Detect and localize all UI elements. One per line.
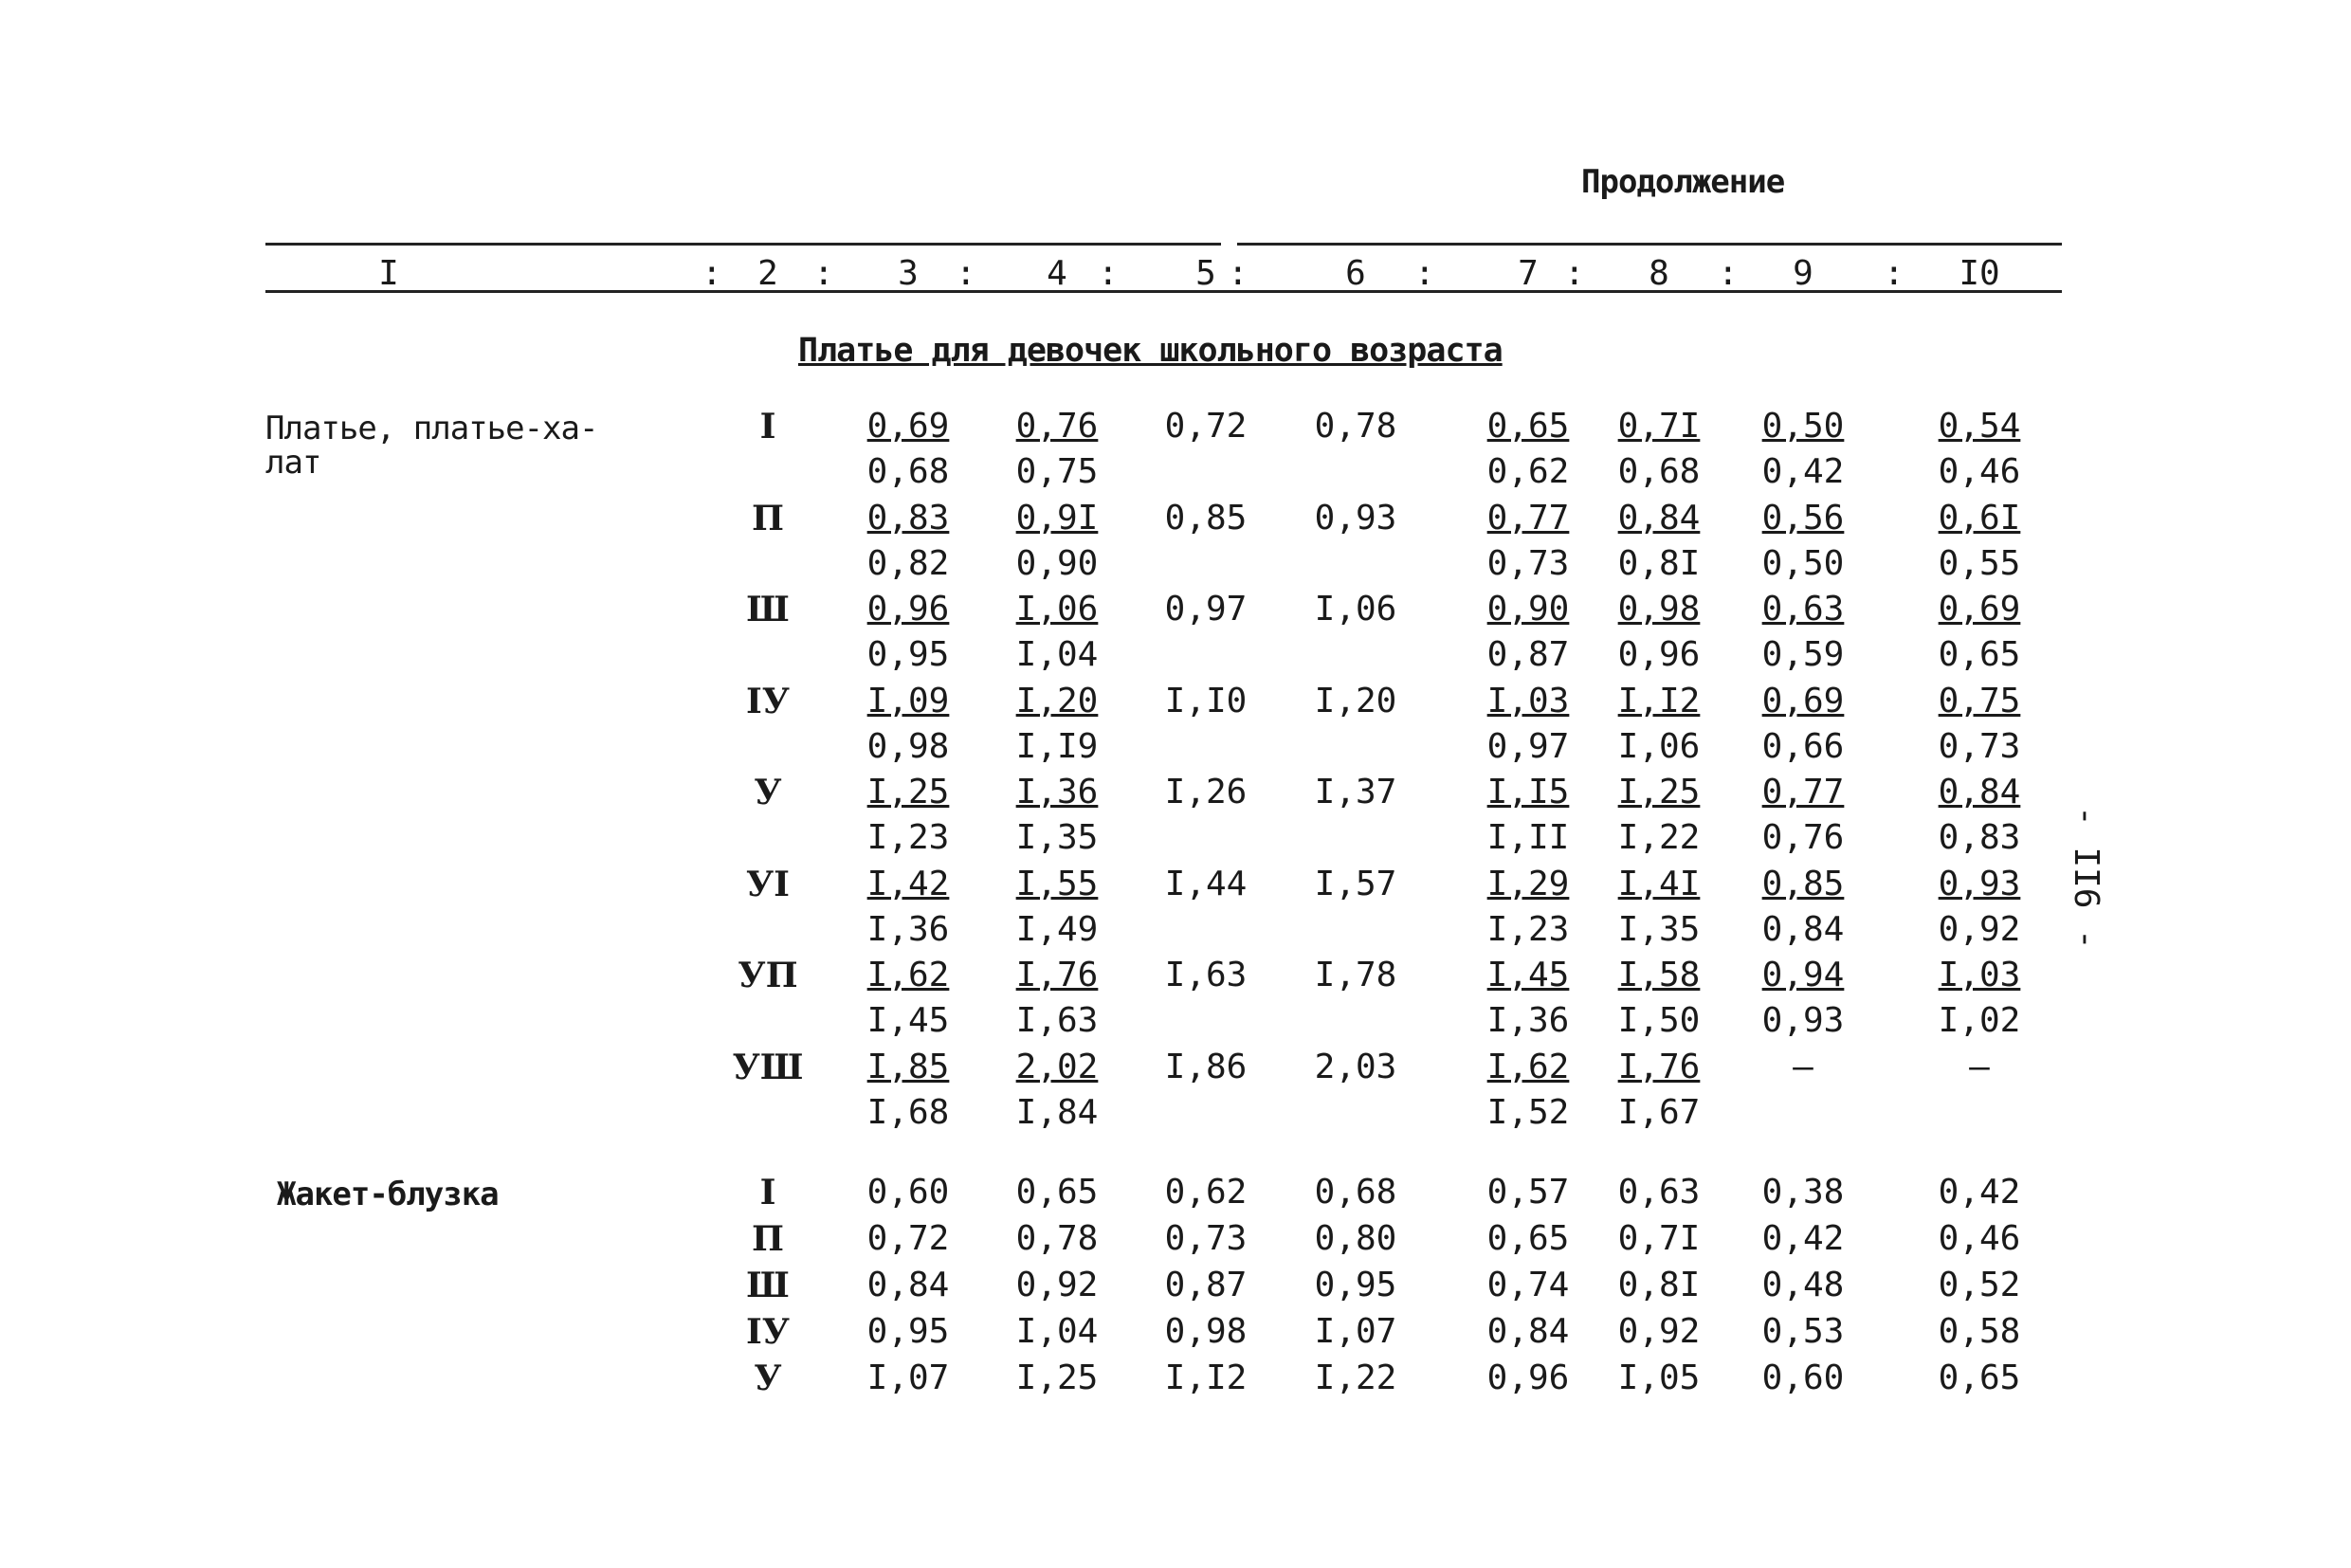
value-cell-bottom: 0,59 xyxy=(1761,635,1845,674)
value-cell: I,I2 xyxy=(1164,1358,1248,1397)
value-cell: 0,95 xyxy=(1314,1266,1397,1304)
value-cell-top: 0,84 xyxy=(1617,498,1701,538)
value-cell-bottom: 0,90 xyxy=(1015,543,1099,583)
value-cell-top: 0,9I xyxy=(1015,498,1099,538)
value-cell: 2,03 xyxy=(1314,1047,1397,1086)
value-cell: I,26 xyxy=(1164,773,1248,811)
value-cell-top: I,36 xyxy=(1015,773,1099,811)
group-label-dress xyxy=(265,411,626,480)
value-cell-top: 0,69 xyxy=(1761,681,1845,720)
value-cell: 0,60 xyxy=(866,1173,950,1212)
column-header-1: I xyxy=(378,254,399,293)
value-cell-top: I,76 xyxy=(1015,956,1099,994)
value-cell-bottom: 0,82 xyxy=(866,543,950,583)
value-cell-top: 0,75 xyxy=(1938,681,2021,720)
value-cell-bottom: 0,95 xyxy=(866,635,950,674)
value-cell-bottom: I,49 xyxy=(1015,909,1099,949)
column-separator: : xyxy=(1228,254,1248,293)
value-cell-bottom: 0,42 xyxy=(1761,452,1845,491)
value-cell: I,37 xyxy=(1314,773,1397,811)
column-header-2: 2 xyxy=(757,254,778,293)
value-cell-top: 0,54 xyxy=(1938,407,2021,446)
column-separator: : xyxy=(1718,254,1739,293)
value-cell-bottom: 0,62 xyxy=(1486,452,1570,491)
column-header-5: 5 xyxy=(1195,254,1216,293)
value-cell-top: I,25 xyxy=(1617,773,1701,811)
column-header-7: 7 xyxy=(1518,254,1539,293)
column-separator: : xyxy=(1098,254,1119,293)
value-cell-bottom: I,23 xyxy=(1486,909,1570,949)
value-cell-top: 0,84 xyxy=(1938,773,2021,811)
value-cell: 0,78 xyxy=(1314,407,1397,446)
value-cell: 0,80 xyxy=(1314,1219,1397,1258)
value-cell: I,20 xyxy=(1314,681,1397,720)
column-separator: : xyxy=(1884,254,1904,293)
value-cell-top: 0,7I xyxy=(1617,407,1701,446)
value-cell-top: 0,90 xyxy=(1486,590,1570,629)
value-cell: 0,7I xyxy=(1617,1219,1701,1258)
value-cell: 0,84 xyxy=(866,1266,950,1304)
size-label: I xyxy=(759,407,776,447)
value-cell-bottom: I,04 xyxy=(1015,635,1099,674)
value-cell-bottom: 0,46 xyxy=(1938,452,2021,491)
value-cell: 0,85 xyxy=(1164,498,1248,538)
value-cell-top: 0,85 xyxy=(1761,864,1845,903)
value-cell-bottom: 0,65 xyxy=(1938,635,2021,674)
size-label: Ш xyxy=(746,1266,790,1305)
value-cell: I,86 xyxy=(1164,1047,1248,1086)
value-cell-bottom: I,02 xyxy=(1938,1001,2021,1040)
value-cell: 0,95 xyxy=(866,1312,950,1351)
value-cell: I,63 xyxy=(1164,956,1248,994)
value-cell-top: I,55 xyxy=(1015,864,1099,903)
value-cell: 0,46 xyxy=(1938,1219,2021,1258)
value-cell-bottom: 0,83 xyxy=(1938,818,2021,857)
value-cell: 0,74 xyxy=(1486,1266,1570,1304)
value-cell: 0,72 xyxy=(866,1219,950,1258)
value-cell-bottom: 0,96 xyxy=(1617,635,1701,674)
value-cell-top: 0,96 xyxy=(866,590,950,629)
column-separator: : xyxy=(956,254,976,293)
value-cell: I,04 xyxy=(1015,1312,1099,1351)
value-cell-top: I,09 xyxy=(866,681,950,720)
value-cell-top: I,06 xyxy=(1015,590,1099,629)
column-separator: : xyxy=(1564,254,1585,293)
value-cell: – xyxy=(1793,1047,1813,1086)
value-cell: 0,87 xyxy=(1164,1266,1248,1304)
value-cell-bottom: 0,73 xyxy=(1938,726,2021,766)
column-header-4: 4 xyxy=(1047,254,1067,293)
value-cell-bottom: I,36 xyxy=(866,909,950,949)
size-label: Ш xyxy=(746,590,790,629)
value-cell-top: 0,69 xyxy=(1938,590,2021,629)
value-cell-bottom: I,35 xyxy=(1617,909,1701,949)
value-cell-top: 0,77 xyxy=(1761,773,1845,811)
value-cell-top: I,I2 xyxy=(1617,681,1701,720)
value-cell-top: I,29 xyxy=(1486,864,1570,903)
group-label-dress-text: Платье, платье-ха- лат xyxy=(265,410,598,482)
value-cell: I,07 xyxy=(866,1358,950,1397)
continued-label: Продолжение xyxy=(1581,163,1785,201)
value-cell-top: 0,6I xyxy=(1938,498,2021,538)
value-cell: I,78 xyxy=(1314,956,1397,994)
value-cell-bottom: 0,73 xyxy=(1486,543,1570,583)
value-cell: I,25 xyxy=(1015,1358,1099,1397)
value-cell: 0,60 xyxy=(1761,1358,1845,1397)
value-cell-top: I,42 xyxy=(866,864,950,903)
size-label: У xyxy=(754,1358,782,1398)
value-cell: 0,48 xyxy=(1761,1266,1845,1304)
value-cell-top: I,4I xyxy=(1617,864,1701,903)
value-cell-bottom: 0,97 xyxy=(1486,726,1570,766)
value-cell-bottom: 0,68 xyxy=(866,452,950,491)
size-label: I xyxy=(759,1173,776,1212)
value-cell-bottom: I,84 xyxy=(1015,1092,1099,1132)
value-cell: 0,42 xyxy=(1938,1173,2021,1212)
value-cell: 0,52 xyxy=(1938,1266,2021,1304)
column-separator: : xyxy=(813,254,834,293)
section-title: Платье для девочек школьного возраста xyxy=(798,332,1503,370)
value-cell-bottom: I,06 xyxy=(1617,726,1701,766)
value-cell: 0,65 xyxy=(1486,1219,1570,1258)
value-cell: 0,62 xyxy=(1164,1173,1248,1212)
value-cell: 0,8I xyxy=(1617,1266,1701,1304)
value-cell-top: I,45 xyxy=(1486,956,1570,994)
value-cell-bottom: I,36 xyxy=(1486,1001,1570,1040)
value-cell-top: I,76 xyxy=(1617,1047,1701,1086)
size-label: IУ xyxy=(745,1312,791,1352)
value-cell-bottom: 0,75 xyxy=(1015,452,1099,491)
value-cell: – xyxy=(1969,1047,1990,1086)
value-cell-top: I,20 xyxy=(1015,681,1099,720)
column-header-8: 8 xyxy=(1649,254,1669,293)
value-cell: 0,97 xyxy=(1164,590,1248,629)
value-cell: 0,98 xyxy=(1164,1312,1248,1351)
value-cell: 0,38 xyxy=(1761,1173,1845,1212)
value-cell-top: I,25 xyxy=(866,773,950,811)
value-cell-top: 0,93 xyxy=(1938,864,2021,903)
value-cell-top: I,85 xyxy=(866,1047,950,1086)
value-cell: 0,65 xyxy=(1015,1173,1099,1212)
value-cell: 0,96 xyxy=(1486,1358,1570,1397)
value-cell-top: 2,02 xyxy=(1015,1047,1099,1086)
value-cell: 0,65 xyxy=(1938,1358,2021,1397)
size-label: У xyxy=(754,773,782,812)
group-label-jacket: Жакет-блузка xyxy=(277,1176,499,1213)
value-cell-bottom: 0,76 xyxy=(1761,818,1845,857)
value-cell: 0,84 xyxy=(1486,1312,1570,1351)
value-cell-bottom: I,68 xyxy=(866,1092,950,1132)
header-rule-top-right xyxy=(1237,243,2062,246)
value-cell-top: 0,65 xyxy=(1486,407,1570,446)
size-label: IУ xyxy=(745,681,791,721)
value-cell: 0,57 xyxy=(1486,1173,1570,1212)
value-cell-bottom: I,67 xyxy=(1617,1092,1701,1132)
value-cell-bottom: I,45 xyxy=(866,1001,950,1040)
header-rule-top-left xyxy=(265,243,1221,246)
value-cell-top: I,62 xyxy=(1486,1047,1570,1086)
value-cell-bottom: 0,98 xyxy=(866,726,950,766)
value-cell-bottom: I,I9 xyxy=(1015,726,1099,766)
value-cell-bottom: I,22 xyxy=(1617,818,1701,857)
value-cell: 0,73 xyxy=(1164,1219,1248,1258)
value-cell-top: I,58 xyxy=(1617,956,1701,994)
value-cell-top: I,I5 xyxy=(1486,773,1570,811)
value-cell: 0,63 xyxy=(1617,1173,1701,1212)
value-cell: I,06 xyxy=(1314,590,1397,629)
value-cell: 0,42 xyxy=(1761,1219,1845,1258)
value-cell: 0,92 xyxy=(1617,1312,1701,1351)
column-separator: : xyxy=(1414,254,1435,293)
value-cell-bottom: I,63 xyxy=(1015,1001,1099,1040)
value-cell-bottom: I,50 xyxy=(1617,1001,1701,1040)
value-cell-top: 0,50 xyxy=(1761,407,1845,446)
value-cell-bottom: I,52 xyxy=(1486,1092,1570,1132)
value-cell-top: 0,94 xyxy=(1761,956,1845,994)
value-cell: I,I0 xyxy=(1164,681,1248,720)
value-cell: I,22 xyxy=(1314,1358,1397,1397)
page-number: - II6 - xyxy=(2067,806,2105,950)
column-header-9: 9 xyxy=(1793,254,1813,293)
value-cell-bottom: 0,55 xyxy=(1938,543,2021,583)
value-cell-bottom: 0,68 xyxy=(1617,452,1701,491)
column-header-3: 3 xyxy=(898,254,919,293)
value-cell: 0,78 xyxy=(1015,1219,1099,1258)
value-cell-top: 0,76 xyxy=(1015,407,1099,446)
column-header-6: 6 xyxy=(1345,254,1366,293)
value-cell-bottom: 0,93 xyxy=(1761,1001,1845,1040)
size-label: П xyxy=(752,1219,784,1259)
value-cell: 0,72 xyxy=(1164,407,1248,446)
value-cell: I,07 xyxy=(1314,1312,1397,1351)
value-cell: I,44 xyxy=(1164,864,1248,903)
value-cell-bottom: 0,8I xyxy=(1617,543,1701,583)
value-cell-top: 0,56 xyxy=(1761,498,1845,538)
value-cell-bottom: 0,84 xyxy=(1761,909,1845,949)
value-cell-top: I,03 xyxy=(1938,956,2021,994)
value-cell: I,05 xyxy=(1617,1358,1701,1397)
value-cell: 0,58 xyxy=(1938,1312,2021,1351)
column-separator: : xyxy=(702,254,722,293)
value-cell-bottom: I,23 xyxy=(866,818,950,857)
size-label: П xyxy=(752,498,784,538)
value-cell-bottom: 0,50 xyxy=(1761,543,1845,583)
value-cell-top: 0,63 xyxy=(1761,590,1845,629)
value-cell: 0,93 xyxy=(1314,498,1397,538)
value-cell-bottom: 0,92 xyxy=(1938,909,2021,949)
value-cell-bottom: I,II xyxy=(1486,818,1570,857)
size-label: УI xyxy=(745,864,791,904)
value-cell-top: I,62 xyxy=(866,956,950,994)
value-cell-top: 0,98 xyxy=(1617,590,1701,629)
value-cell: I,57 xyxy=(1314,864,1397,903)
value-cell: 0,92 xyxy=(1015,1266,1099,1304)
size-label: УШ xyxy=(732,1047,804,1087)
size-label: УП xyxy=(738,956,798,995)
column-header-10: I0 xyxy=(1959,254,2000,293)
value-cell-top: 0,83 xyxy=(866,498,950,538)
value-cell-top: 0,77 xyxy=(1486,498,1570,538)
value-cell-bottom: 0,87 xyxy=(1486,635,1570,674)
value-cell: 0,53 xyxy=(1761,1312,1845,1351)
value-cell-top: 0,69 xyxy=(866,407,950,446)
value-cell-top: I,03 xyxy=(1486,681,1570,720)
value-cell-bottom: 0,66 xyxy=(1761,726,1845,766)
value-cell: 0,68 xyxy=(1314,1173,1397,1212)
value-cell-bottom: I,35 xyxy=(1015,818,1099,857)
